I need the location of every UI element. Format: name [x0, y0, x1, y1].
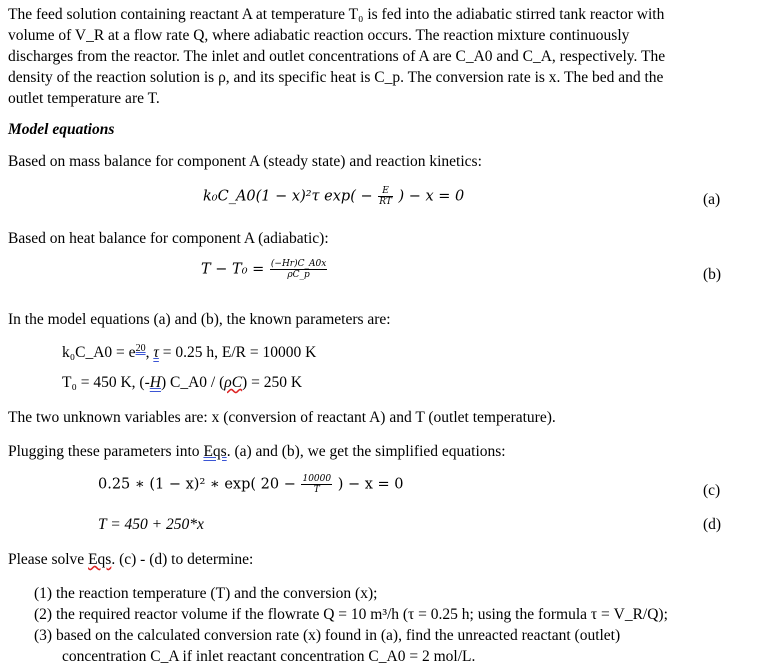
- equation-b-fraction-numerator: (−Hr)C_A0x: [270, 259, 327, 269]
- params-tau: τ: [153, 344, 159, 361]
- equation-d-label: (d): [703, 516, 722, 533]
- params-line-2-b: ) C_A0 / (: [160, 374, 225, 391]
- simplified-text: [8, 443, 506, 461]
- params-line-2-a: T₀ = 450 K, (-: [62, 374, 150, 391]
- equation-c-left: 0.25 ∗ (1 − x)² ∗ exp( 20 −: [98, 476, 296, 493]
- intro-line-3: discharges from the reactor. The inlet and outlet concentrations of A are C_A0 and C_A, respectively. The: [8, 48, 666, 65]
- simplified-text-a: Plugging these parameters into: [8, 443, 204, 460]
- equation-b-fraction-denominator: ρC_p: [287, 270, 310, 280]
- list-item: (2) the required reactor volume if the flowrate Q = 10 m³/h (τ = 0.25 h; using the formula τ = V_R/Q);: [34, 606, 668, 623]
- params-enthalpy: H: [149, 374, 161, 391]
- intro-line-5: outlet temperature are T.: [8, 90, 160, 107]
- params-exponent: 20: [135, 343, 146, 354]
- params-rho-cp: ρC: [224, 374, 243, 391]
- intro-paragraph: [8, 4, 756, 109]
- params-line-2: [62, 374, 302, 392]
- equation-a-label: (a): [703, 191, 721, 208]
- params-line-1-comma: ,: [145, 344, 150, 361]
- solve-text-b: . (c) - (d) to determine:: [111, 551, 254, 568]
- params-line-1: [62, 343, 316, 362]
- intro-line-2: volume of V_R at a flow rate Q, where adiabatic reaction occurs. The reaction mixture continuously: [8, 27, 630, 44]
- equation-d: T = 450 + 250*x: [98, 516, 204, 533]
- equation-a-fraction: [378, 186, 393, 207]
- equation-c: [98, 474, 404, 495]
- equation-a-fraction-denominator: RT: [379, 197, 392, 207]
- equation-a-left: k₀C_A0(1 − x)²τ exp( −: [203, 188, 373, 205]
- solve-eqs: Eqs: [88, 551, 112, 568]
- params-intro: In the model equations (a) and (b), the known parameters are:: [8, 311, 391, 328]
- unknowns-text: The two unknown variables are: x (conversion of reactant A) and T (outlet temperature).: [8, 409, 556, 426]
- equation-c-label: (c): [703, 482, 721, 499]
- heat-balance-text: Based on heat balance for component A (adiabatic):: [8, 230, 329, 247]
- params-line-1-a: k₀C_A0 = e: [62, 344, 136, 361]
- mass-balance-text: Based on mass balance for component A (steady state) and reaction kinetics:: [8, 153, 482, 170]
- equation-b-label: (b): [703, 266, 722, 283]
- solve-text-a: Please solve: [8, 551, 89, 568]
- equation-a-fraction-numerator: E: [378, 186, 393, 197]
- equation-c-fraction-denominator: T: [313, 485, 320, 495]
- equation-c-fraction: [301, 474, 332, 495]
- equation-a-right: ) − x = 0: [398, 188, 465, 205]
- solve-text: [8, 551, 253, 569]
- equation-a: [203, 186, 464, 207]
- equation-b-left: T − T₀ =: [201, 261, 265, 278]
- params-line-1-c: = 0.25 h, E/R = 10000 K: [158, 344, 317, 361]
- list-item-continuation: concentration C_A if inlet reactant concentration C_A0 = 2 mol/L.: [62, 648, 476, 665]
- equation-b-fraction: [270, 259, 327, 280]
- simplified-text-b: . (a) and (b), we get the simplified equations:: [226, 443, 506, 460]
- list-item: (1) the reaction temperature (T) and the conversion (x);: [34, 585, 378, 602]
- simplified-eqs: Eqs: [203, 443, 227, 460]
- section-heading: Model equations: [8, 121, 115, 138]
- intro-line-4: density of the reaction solution is ρ, and its specific heat is C_p. The conversion rate is x. The bed and the: [8, 69, 664, 86]
- equation-b: [201, 259, 328, 280]
- equation-c-right: ) − x = 0: [337, 476, 404, 493]
- params-line-2-c: ) = 250 K: [242, 374, 303, 391]
- list-item: (3) based on the calculated conversion rate (x) found in (a), find the unreacted reactant (outlet): [34, 627, 621, 644]
- intro-line-1: The feed solution containing reactant A at temperature T₀ is fed into the adiabatic stirred tank reactor with: [8, 6, 665, 23]
- equation-c-fraction-numerator: 10000: [302, 474, 332, 484]
